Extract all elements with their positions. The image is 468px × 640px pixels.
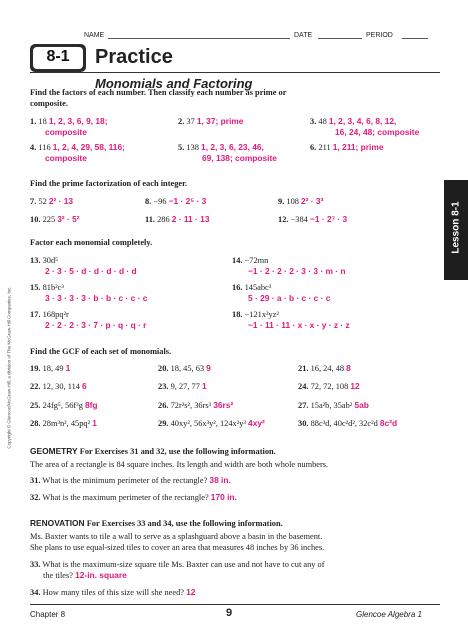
title-divider xyxy=(30,72,440,73)
answer-22: 6 xyxy=(82,381,87,391)
problem-19: 19. 18, 49 1 xyxy=(30,363,71,373)
footer-chapter: Chapter 8 xyxy=(30,610,66,619)
problem-21: 21. 16, 24, 48 8 xyxy=(298,363,351,373)
problem-23: 23. 9, 27, 77 1 xyxy=(158,381,207,391)
problem-17: 17. 168pq²r xyxy=(30,310,69,319)
answer-25: 8fg xyxy=(84,400,98,410)
problem-12: 12. −384 −1 · 2⁷ · 3 xyxy=(278,214,348,224)
problem-32: 32. What is the maximum perimeter of the rectangle? 170 in. xyxy=(30,492,237,502)
answer-1: 1, 2, 3, 6, 9, 18; xyxy=(48,116,108,126)
answer-11: 2 · 11 · 13 xyxy=(171,214,210,224)
geometry-info: The area of a rectangle is 84 square inches. Its length and width are both whole numbers. xyxy=(30,460,329,469)
answer-4: 1, 2, 4, 29, 58, 116; xyxy=(52,142,125,152)
period-line[interactable] xyxy=(402,38,428,39)
problem-20: 20. 18, 45, 63 9 xyxy=(158,363,211,373)
answer-27: 5ab xyxy=(354,400,369,410)
problem-5: 5. 138 1, 2, 3, 6, 23, 46, xyxy=(178,142,264,152)
problem-14: 14. −72mn xyxy=(232,256,269,265)
answer-19: 1 xyxy=(65,363,71,373)
problem-10: 10. 225 3² · 5² xyxy=(30,214,80,224)
renovation-info-1: Ms. Baxter wants to tile a wall to serve as a splashguard above a basin in the basement. xyxy=(30,532,323,541)
answer-12: −1 · 2⁷ · 3 xyxy=(309,214,348,224)
footer-divider xyxy=(30,604,440,605)
answer-33: 12-in. square xyxy=(75,570,127,580)
answer-20: 9 xyxy=(206,363,211,373)
answer-6: 1, 211; prime xyxy=(332,142,384,152)
answer-34: 12 xyxy=(186,587,196,597)
answer-9: 2² · 3³ xyxy=(301,196,324,206)
answer-3: 1, 2, 3, 4, 6, 8, 12, xyxy=(328,116,397,126)
problem-9: 9. 108 2² · 3³ xyxy=(278,196,324,206)
name-line[interactable] xyxy=(108,38,290,39)
answer-30: 8c²d xyxy=(379,418,398,428)
problem-8: 8. −96 −1 · 2⁵ · 3 xyxy=(145,196,207,206)
page-subtitle: Monomials and Factoring xyxy=(95,76,253,91)
problem-24: 24. 72, 72, 108 12 xyxy=(298,381,360,391)
problem-7: 7. 52 2² · 13 xyxy=(30,196,74,206)
date-label: DATE xyxy=(294,32,313,39)
date-line[interactable] xyxy=(318,38,362,39)
answer-4-cont: composite xyxy=(45,153,87,163)
period-label: PERIOD xyxy=(366,32,393,39)
answer-10: 3² · 5² xyxy=(57,214,80,224)
answer-13: 2 · 3 · 5 · d · d · d · d · d xyxy=(45,266,137,276)
problem-11: 11. 286 2 · 11 · 13 xyxy=(145,214,210,224)
s3-instructions: Factor each monomial completely. xyxy=(30,238,153,247)
problem-2: 2. 37 1, 37; prime xyxy=(178,116,244,126)
problem-22: 22. 12, 30, 114 6 xyxy=(30,381,87,391)
side-tab xyxy=(444,180,468,280)
problem-1: 1. 18 1, 2, 3, 6, 9, 18; xyxy=(30,116,108,126)
footer-page-number: 9 xyxy=(226,607,233,619)
answer-18: −1 · 11 · 11 · x · x · y · z · z xyxy=(248,320,350,330)
answer-26: 36rs² xyxy=(213,400,234,410)
problem-28: 28. 28m³n², 45pq² 1 xyxy=(30,418,97,428)
footer-book: Glencoe Algebra 1 xyxy=(356,610,422,619)
problem-29: 29. 40xy², 56x³y², 124x²y³ 4xy² xyxy=(158,418,265,428)
problem-31: 31. What is the minimum perimeter of the rectangle? 38 in. xyxy=(30,475,231,485)
problem-3: 3. 48 1, 2, 3, 4, 6, 8, 12, xyxy=(310,116,397,126)
answer-24: 12 xyxy=(350,381,360,391)
s4-instructions: Find the GCF of each set of monomials. xyxy=(30,347,172,356)
problem-6: 6. 211 1, 211; prime xyxy=(310,142,384,152)
s1-instructions-2: composite. xyxy=(30,99,68,108)
answer-1-cont: composite xyxy=(45,127,87,137)
problem-16: 16. 145abc³ xyxy=(232,283,272,292)
answer-28: 1 xyxy=(92,418,97,428)
answer-23: 1 xyxy=(201,381,207,391)
answer-21: 8 xyxy=(346,363,351,373)
name-label: NAME xyxy=(84,32,105,39)
renovation-info-2: She plans to use equal-sized tiles to cover an area that measures 48 inches by 36 inches. xyxy=(30,543,325,552)
problem-18: 18. −121x²yz² xyxy=(232,310,279,319)
s1-instructions-1: Find the factors of each number. Then classify each number as prime or xyxy=(30,88,287,97)
renovation-heading: RENOVATION For Exercises 33 and 34, use the following information. xyxy=(30,518,283,528)
lesson-badge-label: 8-1 xyxy=(46,48,70,65)
answer-2: 1, 37; prime xyxy=(196,116,244,126)
answer-3-cont: 16, 24, 48; composite xyxy=(335,127,420,137)
problem-34: 34. How many tiles of this size will she need? 12 xyxy=(30,587,196,597)
answer-5-cont: 69, 138; composite xyxy=(202,153,277,163)
answer-14: −1 · 2 · 2 · 2 · 3 · 3 · m · n xyxy=(248,266,346,276)
geometry-heading: GEOMETRY For Exercises 31 and 32, use the following information. xyxy=(30,446,276,456)
page-title: Practice xyxy=(95,46,173,68)
s2-instructions: Find the prime factorization of each integer. xyxy=(30,179,188,188)
answer-32: 170 in. xyxy=(210,492,237,502)
answer-5: 1, 2, 3, 6, 23, 46, xyxy=(201,142,264,152)
problem-13: 13. 30d⁵ xyxy=(30,256,59,265)
problem-33-cont: the tiles? 12-in. square xyxy=(43,570,127,580)
problem-26: 26. 72r²s², 36rs³ 36rs² xyxy=(158,400,234,410)
problem-15: 15. 81b²c³ xyxy=(30,283,64,292)
problem-30: 30. 88c³d, 40c²d², 32c²d 8c²d xyxy=(298,418,398,428)
answer-15: 3 · 3 · 3 · 3 · b · b · c · c · c xyxy=(45,293,148,303)
answer-8: −1 · 2⁵ · 3 xyxy=(168,196,207,206)
answer-17: 2 · 2 · 2 · 3 · 7 · p · q · q · r xyxy=(45,320,147,330)
answer-29: 4xy² xyxy=(248,418,265,428)
problem-33: 33. What is the maximum-size square tile Ms. Baxter can use and not have to cut any of xyxy=(30,560,325,569)
answer-7: 2² · 13 xyxy=(48,196,74,206)
copyright-text: Copyright © Glencoe/McGraw-Hill, a division of The McGraw-Hill Companies, Inc. xyxy=(6,286,12,449)
problem-4: 4. 116 1, 2, 4, 29, 58, 116; xyxy=(30,142,125,152)
problem-25: 25. 24fg⁵, 56f³g 8fg xyxy=(30,400,98,410)
answer-16: 5 · 29 · a · b · c · c · c xyxy=(248,293,331,303)
side-tab-label: Lesson 8-1 xyxy=(450,201,462,254)
lesson-badge xyxy=(30,44,86,72)
answer-31: 38 in. xyxy=(209,475,231,485)
problem-27: 27. 15a²b, 35ab² 5ab xyxy=(298,400,369,410)
